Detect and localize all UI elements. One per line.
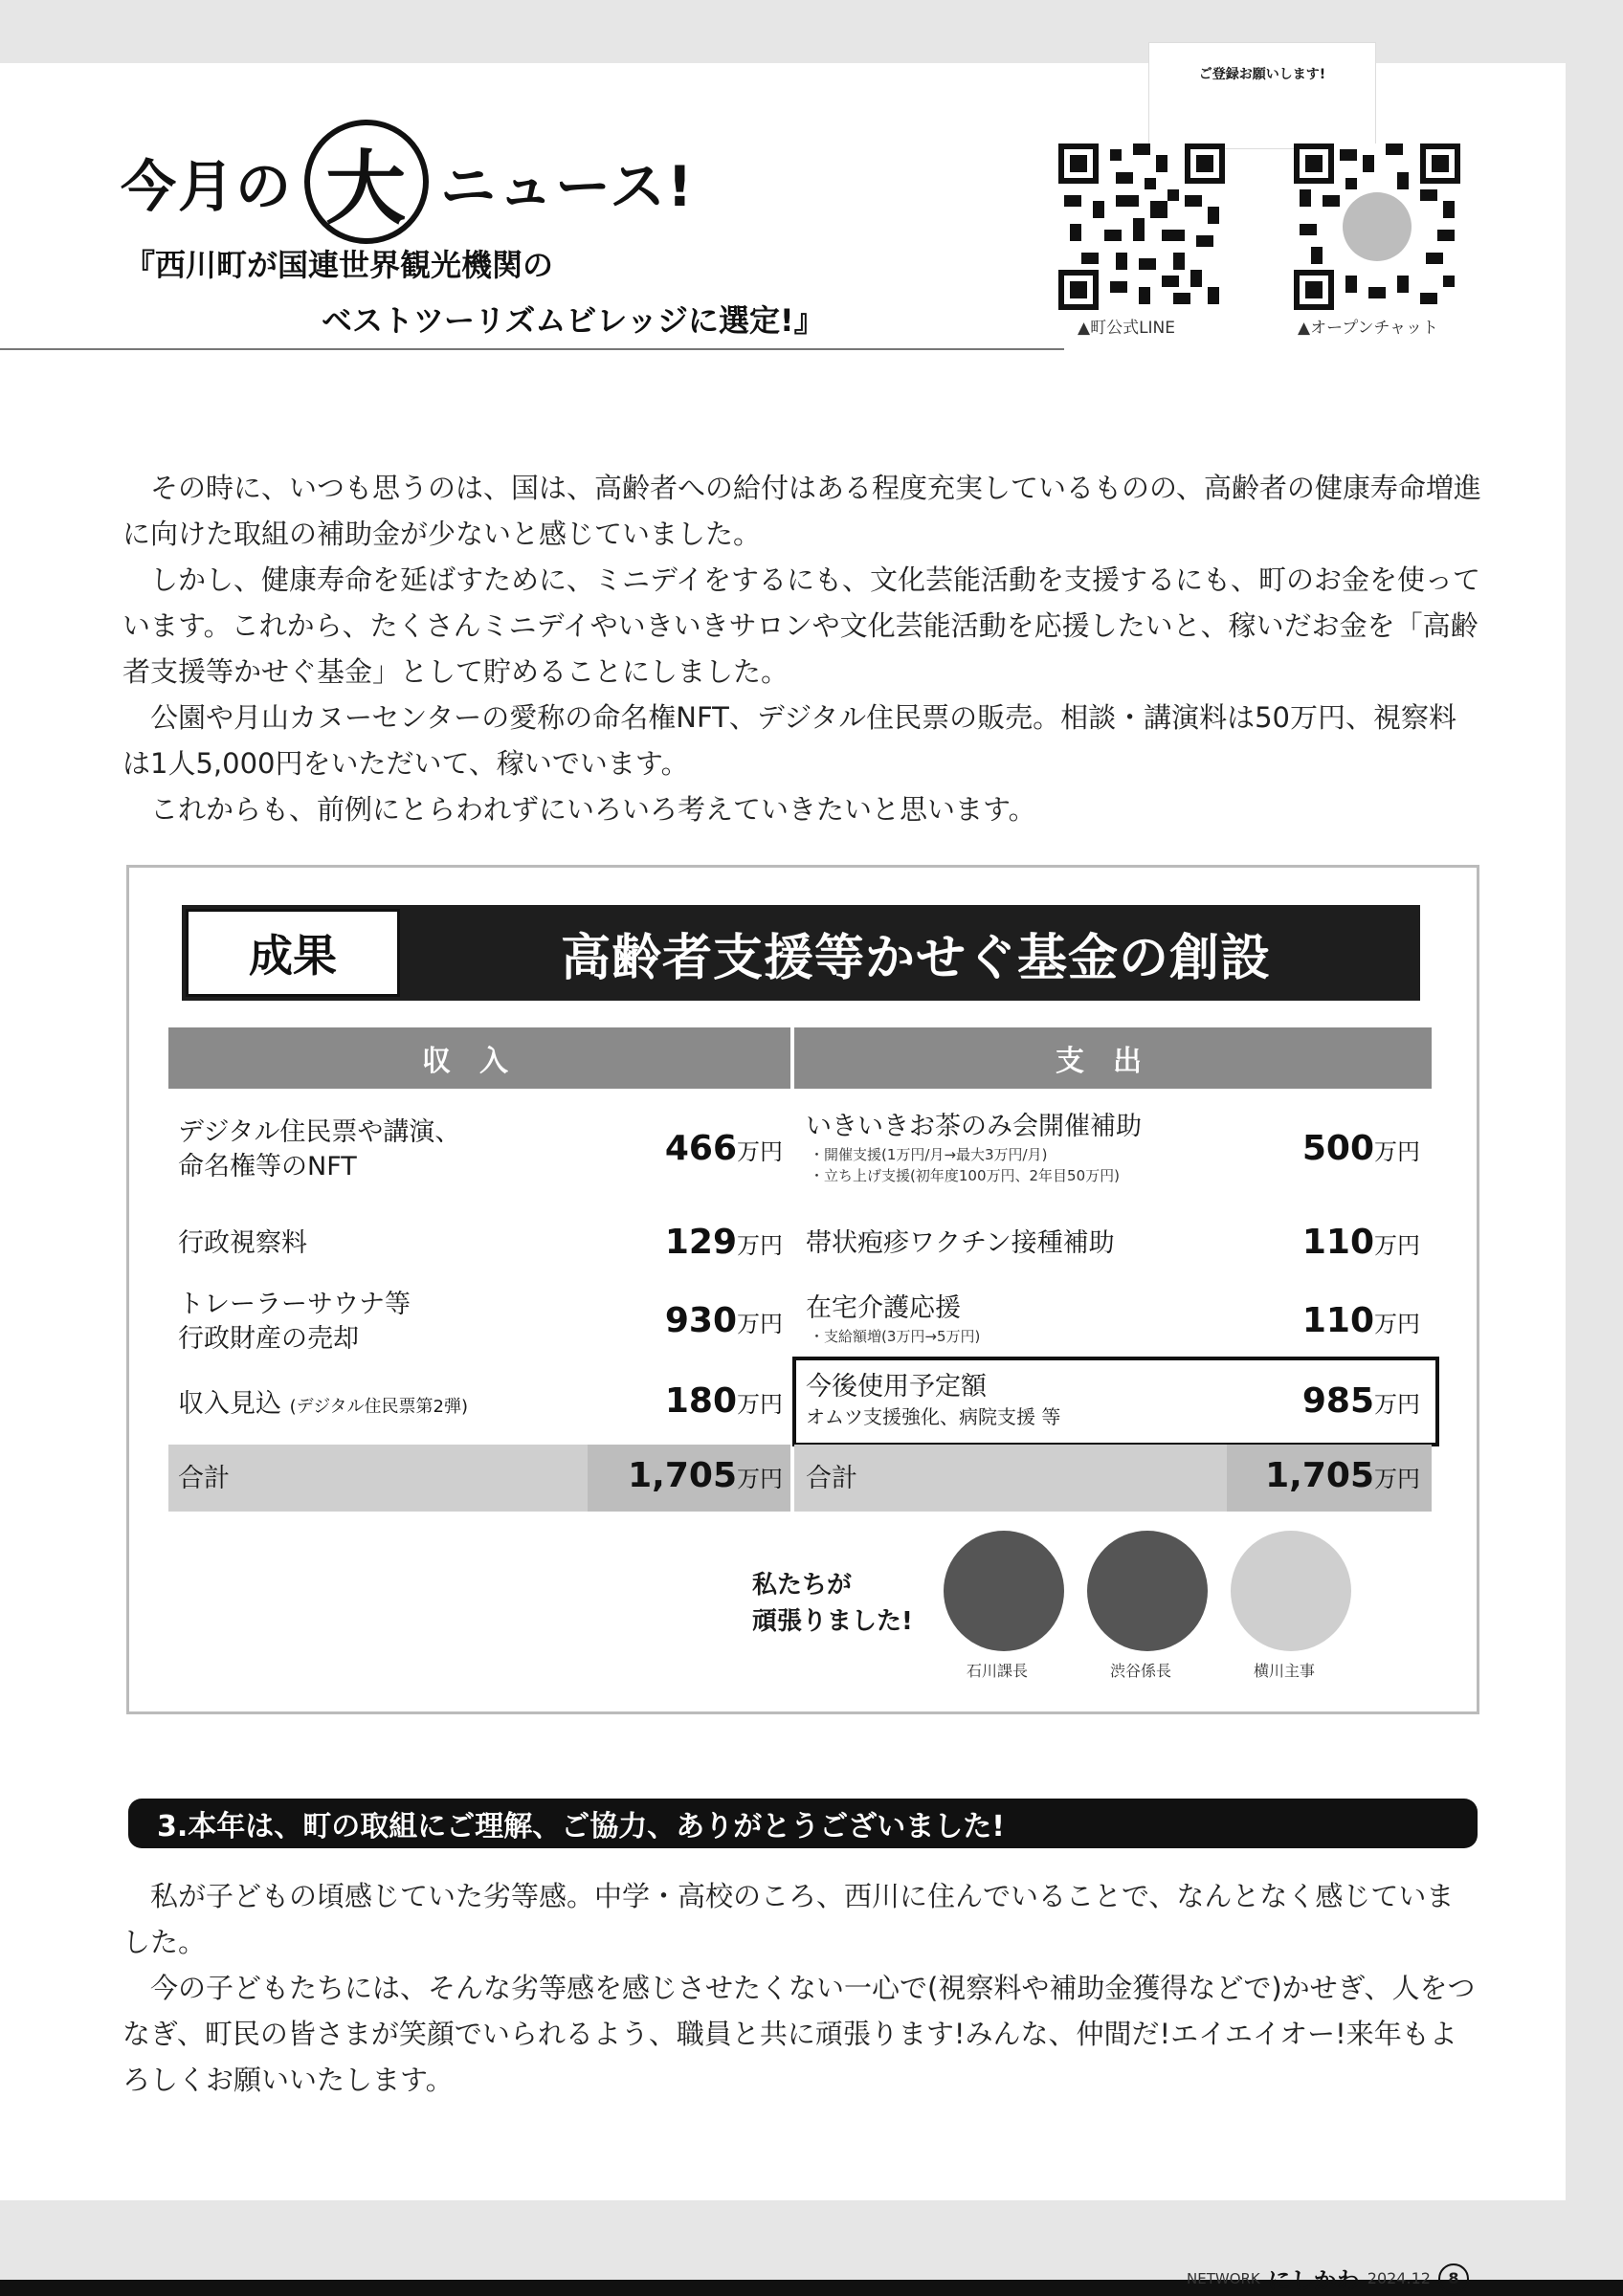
unit-label: 万円 — [1374, 1466, 1420, 1492]
unit-label: 万円 — [1374, 1391, 1420, 1418]
section-3-heading: 3.本年は、町の取組にご理解、ご協力、ありがとうございました! — [128, 1799, 1478, 1848]
unit-label: 万円 — [737, 1138, 783, 1165]
line-qr-label: ▲町公式LINE — [1078, 319, 1176, 338]
income-label-4-note: (デジタル住民票第2弾) — [289, 1397, 469, 1417]
expense-amount-3-value: 110 — [1301, 1301, 1374, 1340]
income-label-3-line-2: 行政財産の売却 — [178, 1324, 359, 1354]
expense-amount-2 — [1302, 1223, 1420, 1262]
unit-label: 万円 — [737, 1391, 783, 1418]
expense-amount-4-value: 985 — [1301, 1381, 1374, 1421]
section-3-paragraph-2: 今の子どもたちには、そんな劣等感を感じさせたくない一心で(視察料や補助金獲得などで)かせぎ、人をつなぎ、町民の皆さまが笑顔でいられるよう、職員と共に頑張ります!みんな、仲間だ!エイエイオー!来年もよろしくお願いいたします。 — [122, 1972, 1476, 2096]
income-total-label: 合計 — [178, 1464, 230, 1493]
unit-label: 万円 — [1374, 1138, 1420, 1165]
footer-network: NETWORK — [1187, 2269, 1260, 2287]
title-circle-badge: 大 — [304, 120, 429, 244]
qr-register-note: ご登録お願いします! — [1148, 42, 1376, 149]
unit-label: 万円 — [737, 1311, 783, 1337]
income-amount-3 — [665, 1301, 783, 1340]
income-label-3-line-1: トレーラーサウナ等 — [178, 1290, 411, 1319]
team-message — [752, 1567, 913, 1640]
income-label-1-line-2: 命名権等のNFT — [178, 1152, 357, 1181]
body-paragraph-2: しかし、健康寿命を延ばすために、ミニデイをするにも、文化芸能活動を支援するにも、町のお金を使っています。これから、たくさんミニデイやいきいきサロンや文化芸能活動を応援したいと、稼いだお金を「高齢者支援等かせぐ基金」として貯めることにしました。 — [122, 563, 1480, 688]
team-message-line-2: 頑張りました! — [752, 1607, 913, 1636]
income-label-4-text: 収入見込 — [178, 1389, 281, 1419]
avatar — [944, 1531, 1064, 1651]
expense-label-4: 今後使用予定額 — [806, 1372, 987, 1402]
income-amount-4-value: 180 — [664, 1381, 737, 1421]
expense-sublabel-1-line-2: ・立ち上げ支援(初年度100万円、2年目50万円) — [810, 1167, 1120, 1184]
expense-sublabel-1-line-1: ・開催支援(1万円/月→最大3万円/月) — [810, 1146, 1048, 1163]
expense-amount-3 — [1302, 1301, 1420, 1340]
income-amount-1 — [665, 1129, 783, 1168]
unit-label: 万円 — [1374, 1232, 1420, 1259]
expense-label-3: 在宅介護応援 — [806, 1293, 961, 1323]
footer-date: 2024.12 — [1367, 2269, 1431, 2287]
unit-label: 万円 — [737, 1232, 783, 1259]
income-column-header: 収入 — [168, 1027, 790, 1089]
page-title — [121, 124, 695, 239]
openchat-qr-label: ▲オープンチャット — [1298, 319, 1439, 338]
expense-total-amount — [1265, 1456, 1420, 1495]
expense-sublabel-4: オムツ支援強化、病院支援 等 — [806, 1405, 1061, 1428]
subtitle-line-2: ベストツーリズムビレッジに選定!』 — [322, 302, 825, 339]
expense-total-value: 1,705 — [1265, 1456, 1374, 1495]
qr-code-icon — [1058, 144, 1225, 310]
income-amount-4 — [665, 1381, 783, 1421]
body-paragraph-1: その時に、いつも思うのは、国は、高齢者への給付はある程度充実しているものの、高齢者の健康寿命増進に向けた取組の補助金が少ないと感じていました。 — [122, 472, 1481, 550]
income-amount-2-value: 129 — [664, 1223, 737, 1262]
footer-brand: にしかわ — [1267, 2267, 1360, 2294]
expense-amount-4 — [1302, 1381, 1420, 1421]
income-label-1-line-1: デジタル住民票や講演、 — [178, 1117, 461, 1147]
section-3-paragraph-1: 私が子どもの頃感じていた劣等感。中学・高校のころ、西川に住んでいることで、なんとなく感じていました。 — [122, 1880, 1455, 1958]
expense-total-label: 合計 — [806, 1464, 857, 1493]
income-total-value: 1,705 — [628, 1456, 737, 1495]
expense-sublabel-1 — [810, 1144, 1120, 1186]
expense-label-2: 帯状疱疹ワクチン接種補助 — [806, 1228, 1115, 1258]
expense-amount-1-value: 500 — [1301, 1129, 1374, 1168]
expense-amount-1 — [1302, 1129, 1420, 1168]
page-number: 8 — [1438, 2263, 1469, 2294]
avatar — [1231, 1531, 1351, 1651]
member-name-3: 横川主事 — [1254, 1662, 1316, 1680]
page-footer — [1187, 2262, 1469, 2295]
income-amount-1-value: 466 — [664, 1129, 737, 1168]
openchat-qr-code[interactable] — [1294, 144, 1460, 310]
qr-code-icon — [1294, 144, 1460, 310]
fund-title: 高齢者支援等かせぐ基金の創設 — [560, 929, 1271, 987]
title-prefix: 今月の — [121, 154, 294, 219]
header-divider — [0, 348, 1064, 350]
line-qr-code[interactable] — [1058, 144, 1225, 310]
title-suffix: ニュース! — [440, 154, 695, 219]
income-label-3 — [178, 1288, 411, 1357]
expense-label-1: いきいきお茶のみ会開催補助 — [806, 1112, 1142, 1141]
unit-label: 万円 — [737, 1466, 783, 1492]
income-label-2: 行政視察料 — [178, 1228, 307, 1258]
income-amount-2 — [665, 1223, 783, 1262]
income-amount-3-value: 930 — [664, 1301, 737, 1340]
result-tag: 成果 — [186, 909, 400, 997]
income-label-1 — [178, 1115, 460, 1184]
unit-label: 万円 — [1374, 1311, 1420, 1337]
avatar — [1087, 1531, 1208, 1651]
team-message-line-1: 私たちが — [752, 1571, 853, 1600]
member-name-1: 石川課長 — [967, 1662, 1029, 1680]
expense-amount-2-value: 110 — [1301, 1223, 1374, 1262]
member-name-2: 渋谷係長 — [1110, 1662, 1172, 1680]
expense-column-header: 支出 — [794, 1027, 1432, 1089]
body-paragraph-4: これからも、前例にとらわれずにいろいろ考えていきたいと思います。 — [150, 793, 1036, 826]
subtitle-line-1: 『西川町が国連世界観光機関の — [124, 247, 554, 283]
income-label-4 — [178, 1387, 468, 1424]
body-paragraph-3: 公園や月山カヌーセンターの愛称の命名権NFT、デジタル住民票の販売。相談・講演料は50万円、視察料は1人5,000円をいただいて、稼いでいます。 — [122, 701, 1457, 780]
income-total-amount — [628, 1456, 783, 1495]
expense-sublabel-3: ・支給額増(3万円→5万円) — [810, 1328, 981, 1345]
